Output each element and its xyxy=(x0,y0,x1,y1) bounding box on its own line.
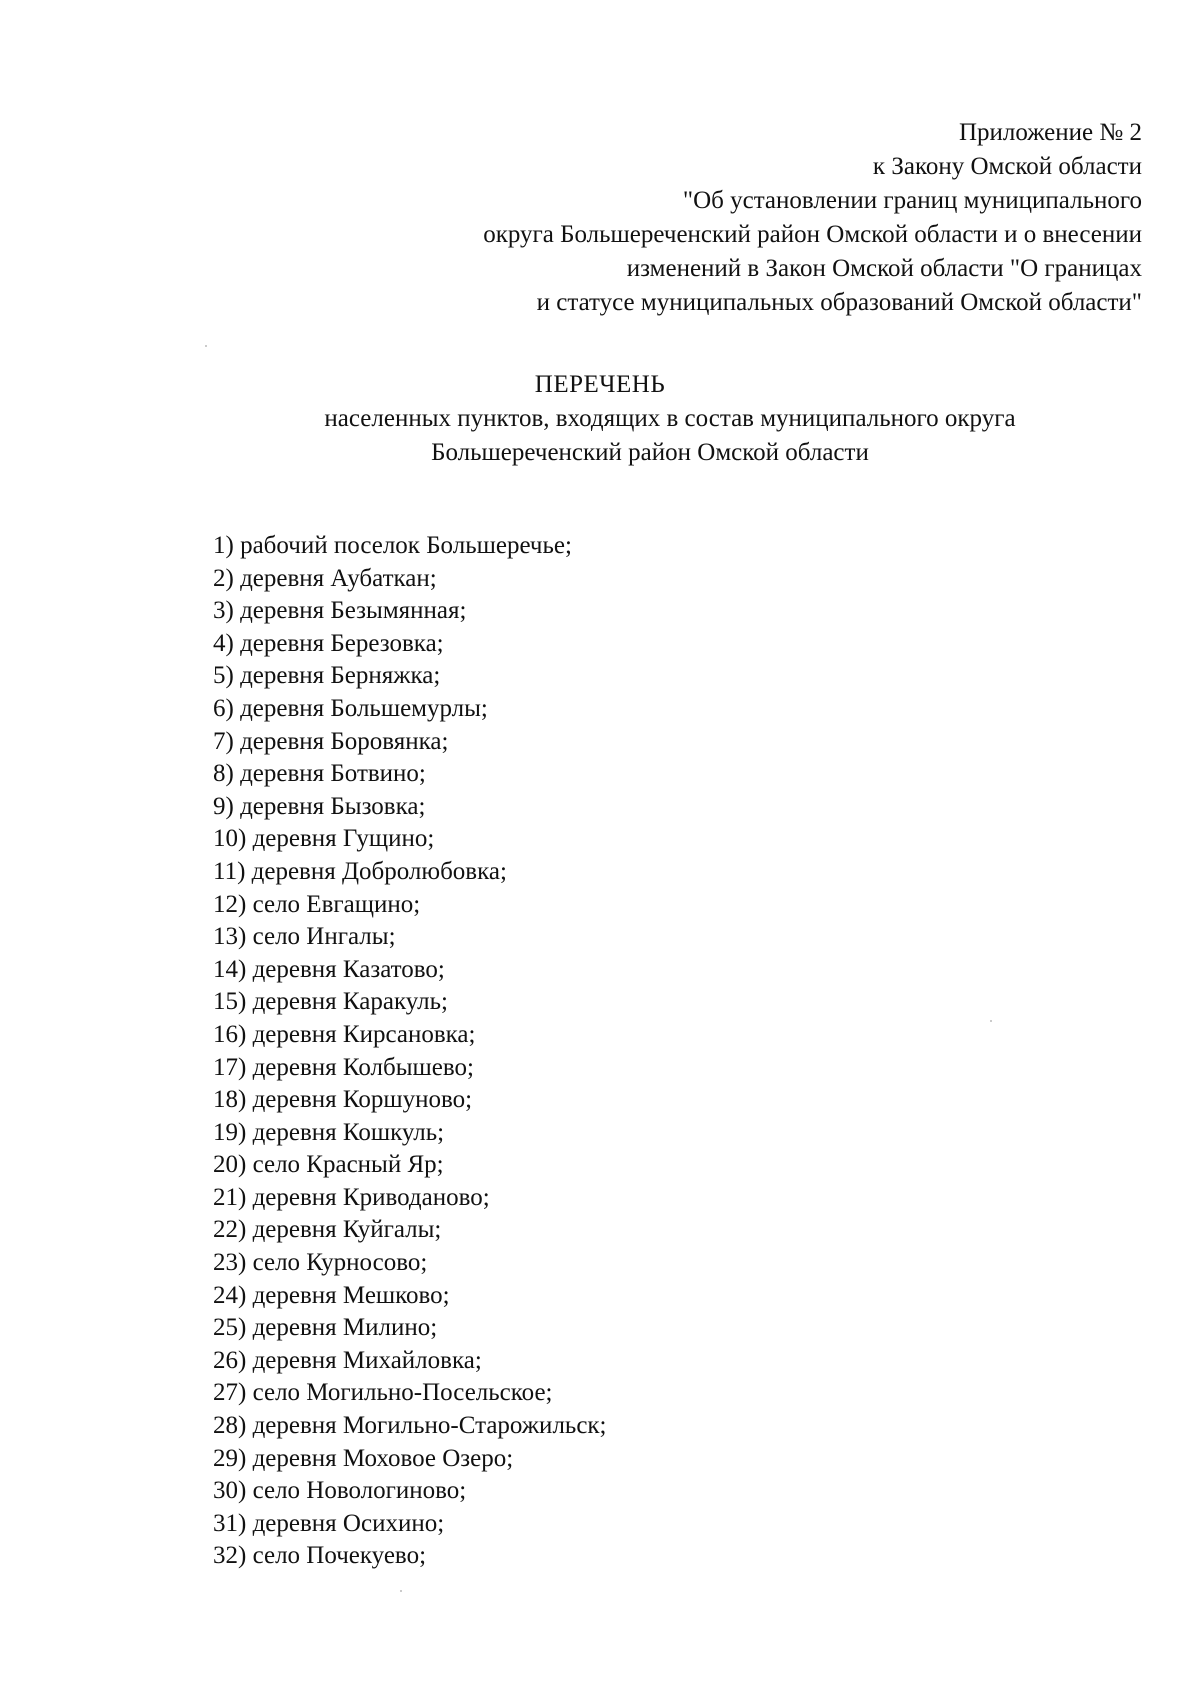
list-item: 12) село Евгащино; xyxy=(213,890,421,918)
appendix-header xyxy=(342,116,1142,320)
list-item: 20) село Красный Яр; xyxy=(213,1151,444,1179)
document-title: ПЕРЕЧЕНЬ xyxy=(534,371,666,398)
scan-speck xyxy=(205,345,207,347)
document-subtitle-line: Большереченский район Омской области xyxy=(431,439,869,466)
list-item: 19) деревня Кошкуль; xyxy=(213,1118,445,1146)
title-block xyxy=(0,368,1200,470)
appendix-line: к Закону Омской области xyxy=(872,153,1142,180)
settlement-list xyxy=(213,530,607,1573)
list-item: 17) деревня Колбышево; xyxy=(213,1053,474,1081)
list-item: 21) деревня Криводаново; xyxy=(213,1183,490,1211)
list-item: 9) деревня Бызовка; xyxy=(213,792,426,820)
list-item: 16) деревня Кирсановка; xyxy=(213,1020,476,1048)
list-item: 14) деревня Казатово; xyxy=(213,955,445,983)
list-item: 7) деревня Боровянка; xyxy=(213,727,449,755)
list-item: 31) деревня Осихино; xyxy=(213,1509,445,1537)
appendix-line: "Об установлении границ муниципального xyxy=(682,187,1142,214)
list-item: 28) деревня Могильно-Старожильск; xyxy=(213,1412,607,1440)
list-item: 3) деревня Безымянная; xyxy=(213,597,467,625)
list-item: 4) деревня Березовка; xyxy=(213,629,444,657)
list-item: 15) деревня Каракуль; xyxy=(213,988,448,1016)
list-item: 11) деревня Добролюбовка; xyxy=(213,857,507,885)
list-item: 24) деревня Мешково; xyxy=(213,1281,450,1309)
scan-speck xyxy=(990,1020,992,1022)
document-subtitle-line: населенных пунктов, входящих в состав муниципального округа xyxy=(324,405,1016,432)
appendix-line: Приложение № 2 xyxy=(958,119,1142,146)
list-item: 5) деревня Берняжка; xyxy=(213,662,441,690)
appendix-line: и статусе муниципальных образований Омской области" xyxy=(536,289,1142,316)
list-item: 32) село Почекуево; xyxy=(213,1542,427,1570)
list-item: 30) село Новологиново; xyxy=(213,1477,467,1505)
scan-speck xyxy=(400,1590,402,1592)
list-item: 1) рабочий поселок Большеречье; xyxy=(213,532,572,559)
list-item: 29) деревня Моховое Озеро; xyxy=(213,1444,514,1472)
list-item: 22) деревня Куйгалы; xyxy=(213,1216,442,1244)
list-item: 26) деревня Михайловка; xyxy=(213,1346,482,1374)
list-item: 18) деревня Коршуново; xyxy=(213,1086,473,1114)
appendix-line: изменений в Закон Омской области "О границах xyxy=(626,255,1142,282)
list-item: 6) деревня Большемурлы; xyxy=(213,694,488,722)
appendix-line: округа Большереченский район Омской области и о внесении xyxy=(483,221,1142,248)
list-item: 10) деревня Гущино; xyxy=(213,825,435,853)
list-item: 25) деревня Милино; xyxy=(213,1314,438,1342)
list-item: 8) деревня Ботвино; xyxy=(213,760,426,788)
list-item: 23) село Курносово; xyxy=(213,1249,428,1277)
list-item: 2) деревня Аубаткан; xyxy=(213,564,437,592)
list-item: 13) село Ингалы; xyxy=(213,923,396,951)
list-item: 27) село Могильно-Посельское; xyxy=(213,1379,553,1407)
